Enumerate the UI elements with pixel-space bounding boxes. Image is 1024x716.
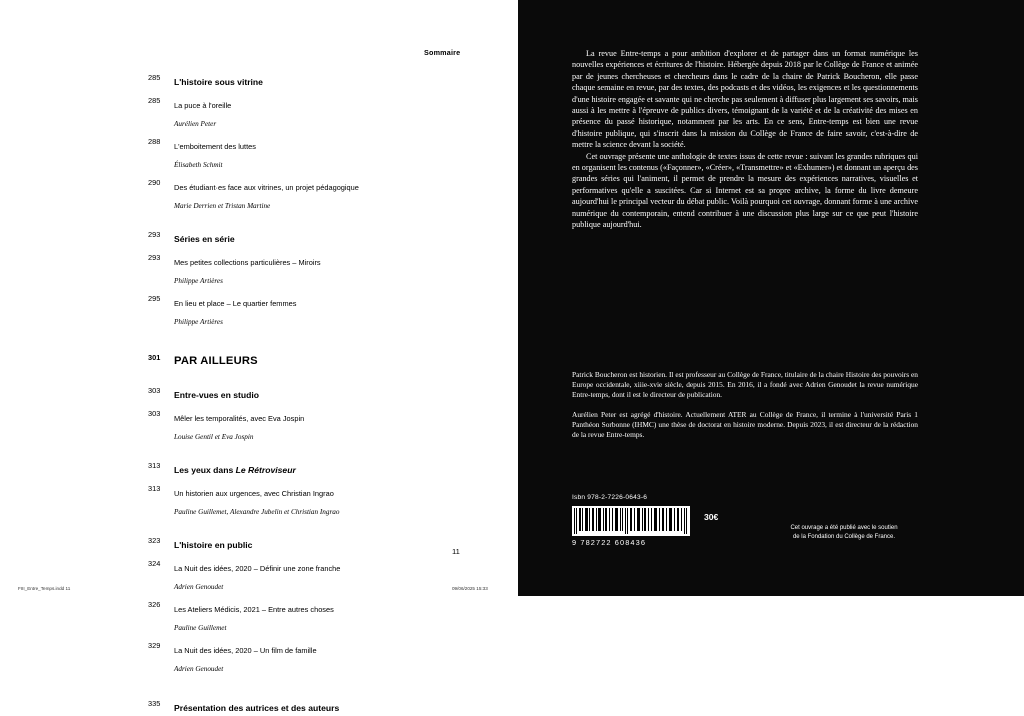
toc-entry-title: La puce à l'oreille [174, 101, 232, 110]
author-biographies [572, 370, 918, 449]
toc-entry-author: Louise Gentil et Eva Jospin [174, 433, 254, 441]
page-folio: 11 [452, 547, 460, 556]
toc-section-title: Séries en série [174, 234, 235, 244]
barcode-number: 9 782722 608436 [572, 538, 647, 547]
toc-entry-author: Élisabeth Schmit [174, 161, 223, 169]
toc-section[interactable] [148, 385, 478, 403]
toc-entry-title: L'emboitement des luttes [174, 142, 256, 151]
toc-entry[interactable] [148, 558, 478, 576]
toc-entry-title: En lieu et place – Le quartier femmes [174, 299, 297, 308]
toc-section-title: L'histoire sous vitrine [174, 77, 263, 87]
toc-part-title: PAR AILLEURS [174, 355, 258, 367]
toc-page-number: 303 [148, 409, 161, 418]
toc-entry[interactable] [148, 483, 478, 501]
support-credit [764, 524, 924, 541]
toc-entry[interactable] [148, 136, 478, 154]
toc-page-number: 285 [148, 96, 161, 105]
toc-entry-author: Marie Derrien et Tristan Martine [174, 202, 271, 210]
support-credit-line-2: de la Fondation du Collège de France. [792, 533, 896, 540]
toc-entry[interactable] [148, 408, 478, 426]
isbn-text: Isbn 978-2-7226-0643-6 [572, 494, 648, 501]
toc-section-title-italic: Le Rétroviseur [235, 465, 296, 475]
bio-patrick-boucheron: Patrick Boucheron est historien. Il est professeur au Collège de France, titulaire de la chaire Histoire des pouvoirs en Europe occidentale, xiiie-xvie siècle, depuis 2015. En 2016, il a fondé avec Adrien Genoudet la revue numérique Entre-temps, dont il est le directeur de publication. [572, 370, 918, 400]
price-label: 30€ [704, 512, 719, 522]
toc-page-number: 295 [148, 294, 161, 303]
toc-entry-author: Adrien Genoudet [174, 583, 224, 591]
toc-section-title-plain: Les yeux dans [174, 465, 236, 475]
toc-entry-author-row [148, 426, 478, 444]
toc-page-number: 293 [148, 253, 161, 262]
toc-page-number: 326 [148, 600, 161, 609]
toc-entry-author-row [148, 311, 478, 329]
toc-section[interactable] [148, 460, 478, 478]
toc-entry-author: Aurélien Peter [174, 120, 217, 128]
toc-entry-author: Adrien Genoudet [174, 665, 224, 673]
toc-section-title [174, 465, 296, 475]
toc-entry-author-row [148, 154, 478, 172]
toc-entry-author: Pauline Guillemet [174, 624, 227, 632]
toc-section[interactable] [148, 698, 478, 716]
toc-entry-title: Un historien aux urgences, avec Christian Ingrao [174, 489, 334, 498]
toc-page-number: 329 [148, 641, 161, 650]
support-credit-line-1: Cet ouvrage a été publié avec le soutien [790, 525, 898, 531]
toc-entry-author-row [148, 658, 478, 676]
running-head: Sommaire [424, 48, 461, 57]
toc-page-number: 335 [148, 699, 161, 708]
toc-page-number: 324 [148, 559, 161, 568]
toc-entry[interactable] [148, 252, 478, 270]
toc-entry-title: Des étudiant·es face aux vitrines, un projet pédagogique [174, 183, 359, 192]
toc-section[interactable] [148, 72, 478, 90]
toc-entry-title: Les Ateliers Médicis, 2021 – Entre autres choses [174, 605, 334, 614]
cover-blurb [572, 48, 918, 231]
toc-section-title: Présentation des autrices et des auteurs [174, 703, 340, 713]
toc-entry[interactable] [148, 177, 478, 195]
toc-page-number: 285 [148, 73, 161, 82]
toc-entry[interactable] [148, 95, 478, 113]
toc-entry-title: La Nuit des idées, 2020 – Définir une zone franche [174, 564, 341, 573]
toc-entry-author-row [148, 617, 478, 635]
toc-section-title: L'histoire en public [174, 540, 253, 550]
toc-entry-author-row [148, 195, 478, 213]
toc-page-number: 313 [148, 461, 161, 470]
toc-page-number: 290 [148, 178, 161, 187]
toc-entry-author-row [148, 501, 478, 519]
toc-entry-author-row [148, 113, 478, 131]
toc-page-number: 303 [148, 386, 161, 395]
toc-page-number: 323 [148, 536, 161, 545]
toc-entry-author-row [148, 576, 478, 594]
barcode [572, 506, 692, 547]
print-timestamp: 09/06/2025 15:33 [452, 586, 488, 591]
bio-aurelien-peter: Aurélien Peter est agrégé d'histoire. Actuellement ATER au Collège de France, il termine à l'université Paris 1 Panthéon Sorbonne (IHMC) une thèse de doctorat en histoire moderne. Depuis 2023, il est directeur de la rédaction de la revue Entre-temps. [572, 409, 918, 440]
toc-entry[interactable] [148, 293, 478, 311]
toc-section-title: Entre-vues en studio [174, 390, 259, 400]
toc-section[interactable] [148, 229, 478, 247]
toc-entry[interactable] [148, 599, 478, 617]
toc-part-heading[interactable] [148, 351, 478, 369]
toc-section[interactable] [148, 535, 478, 553]
print-filename: FIII_Entre_Temps.indd 11 [18, 586, 71, 591]
cover-blurb-paragraph-2: Cet ouvrage présente une anthologie de textes issus de cette revue : suivant les grandes rubriques qui en organisent les contenus («Façonner», «Créer», «Transmettre» et «Exhumer») et donnant un aperçu des grandes séries qui l'animent, il permet de prendre la mesure des expériences narratives, visuelles et performatives qu'elle a suscitées. Car si Internet est sa propre archive, la forme du livre demeure aujourd'hui le principal vecteur du débat public. Voilà pourquoi cet ouvrage, donnant forme à une archive numérique du contemporain, entend contribuer à une discussion plus large sur ce que peut l'histoire publique aujourd'hui. [572, 151, 918, 230]
toc-page-number: 288 [148, 137, 161, 146]
toc-entry[interactable] [148, 640, 478, 658]
toc-entry-author: Pauline Guillemet, Alexandre Jubelin et Christian Ingrao [174, 508, 340, 516]
toc-page-number: 301 [148, 353, 161, 362]
toc-entry-author: Philippe Artières [174, 277, 223, 285]
toc-entry-title: Mêler les temporalités, avec Eva Jospin [174, 414, 305, 423]
toc-entry-author: Philippe Artières [174, 318, 223, 326]
toc-page-number: 293 [148, 230, 161, 239]
toc-entry-title: Mes petites collections particulières – Miroirs [174, 258, 321, 267]
cover-blurb-paragraph-1: La revue Entre-temps a pour ambition d'explorer et de partager dans un format numérique les nouvelles expériences et écritures de l'histoire. Hébergée depuis 2018 par le Collège de France et animée par de jeunes chercheuses et chercheurs dans le cadre de la chaire de Patrick Boucheron, elle passe chaque semaine en revue, par des textes, des podcasts et des vidéos, les exigences et les questionnements d'une histoire engagée et savante qui ne cherche pas seulement à diffuser plus largement ses savoirs, mais aussi à les mettre à l'épreuve de publics divers, témoignant de la variété et de la créativité des mises en présence du passé historique, notamment par les arts. En ce sens, Entre-temps est bien une revue d'histoire publique, qui s'inscrit dans la mission du Collège de France de faire savoir, c'est-à-dire de mettre la science devant la société. [572, 49, 918, 150]
toc-entry-author-row [148, 270, 478, 288]
toc-entry-title: La Nuit des idées, 2020 – Un film de famille [174, 646, 317, 655]
table-of-contents [148, 72, 478, 716]
barcode-icon [572, 506, 690, 536]
toc-page-number: 313 [148, 484, 161, 493]
back-cover [518, 0, 1024, 596]
